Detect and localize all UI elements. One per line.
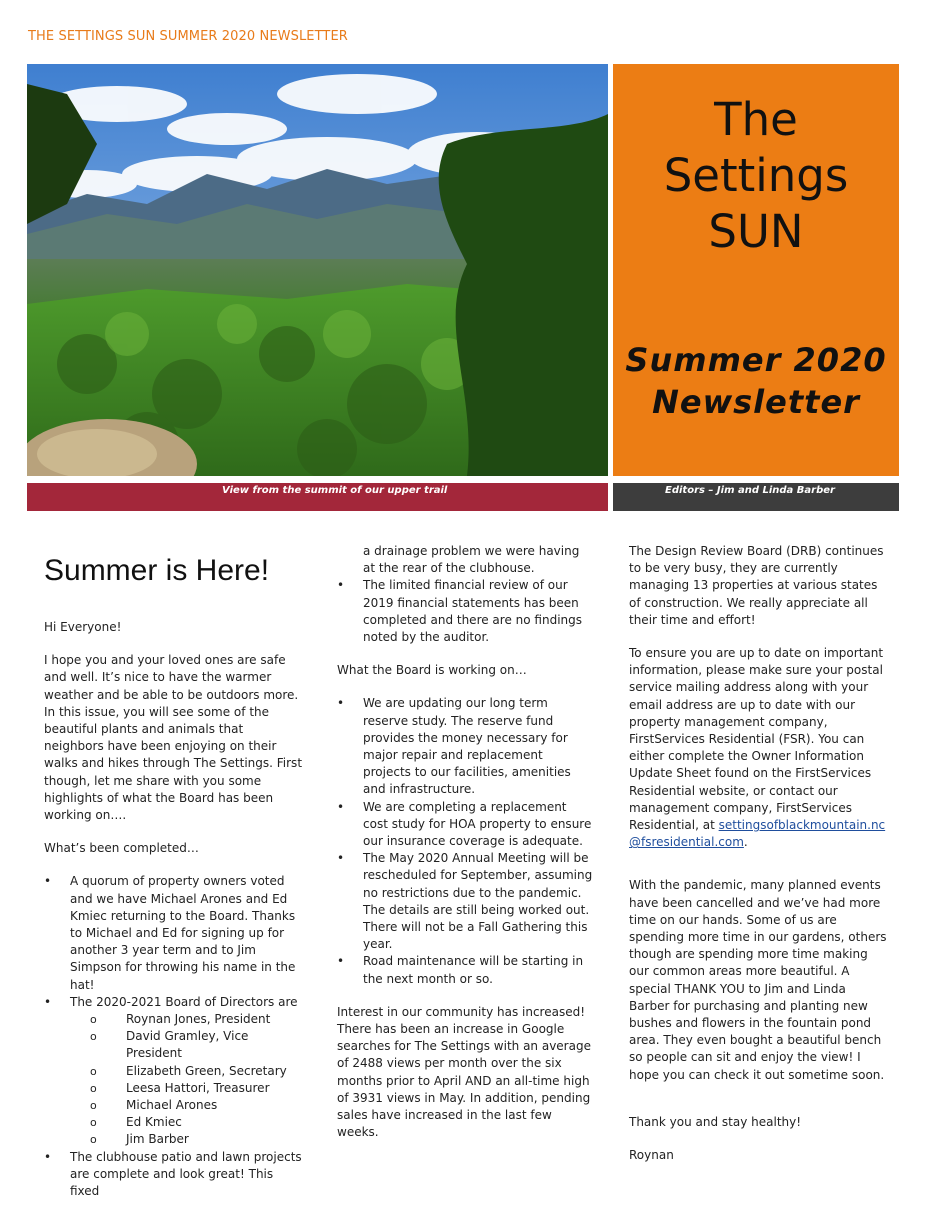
board-member: o Michael Arones [70, 1097, 306, 1114]
list-item [337, 850, 593, 953]
completed-list [44, 873, 306, 1200]
list-item-text: We are updating our long term reserve study. The reserve fund provides the money necessary for major repair and replacement projects to our facilities, amenities and infrastructure. [363, 696, 571, 797]
list-item [337, 577, 593, 646]
interest-paragraph: Interest in our community has increased! There has been an increase in Google searches for The Settings with an average of 2488 views per month over the six months prior to April AND an all-time high of 3931 views in May. In addition, pending sales have increased in the last few weeks. [337, 1004, 591, 1140]
title-line: Settings [663, 149, 849, 202]
mountain-photo [27, 64, 608, 476]
list-item-text: The 2020-2021 Board of Directors are [70, 994, 298, 1009]
masthead-title [613, 92, 899, 260]
list-item-text: The clubhouse patio and lawn projects are complete and look great! This fixed [70, 1149, 302, 1199]
board-member: o David Gramley, Vice President [70, 1028, 306, 1062]
closing-text: Thank you and stay healthy! [629, 1114, 802, 1129]
review-list [337, 577, 593, 646]
running-header: THE SETTINGS SUN SUMMER 2020 NEWSLETTER [28, 29, 348, 44]
title-line: SUN [708, 205, 804, 258]
list-item [337, 799, 593, 851]
subtitle-line: Newsletter [652, 383, 860, 421]
section-heading: Summer is Here! [44, 554, 270, 587]
email-trail: . [743, 835, 748, 850]
list-item [44, 994, 306, 1149]
list-item-text: We are completing a replacement cost study for HOA property to ensure our insurance coverage is adequate. [363, 799, 592, 849]
title-line: The [714, 93, 798, 146]
editors-caption: Editors – Jim and Linda Barber [613, 483, 899, 511]
list-item-text: The May 2020 Annual Meeting will be rescheduled for September, assuming no restrictions due to the pandemic. The details are still being worked out. There will not be a Fall Gathering this year. [363, 851, 593, 952]
pandemic-paragraph: With the pandemic, many planned events have been cancelled and we’ve had more time on our hands. Some of us are spending more time in our gardens, others though are spending more time making our common areas more beautiful. A special THANK YOU to Jim and Linda Barber for purchasing and planting new bushes and flowers in the fountain pond area. They even bought a beautiful bench so people can sit and enjoy the view! I hope you can check it out sometime soon. [629, 878, 887, 1082]
board-member: o Elizabeth Green, Secretary [70, 1063, 306, 1080]
masthead-title-box [613, 64, 899, 476]
working-list [337, 695, 593, 987]
masthead-subtitle [613, 339, 899, 423]
drb-paragraph: The Design Review Board (DRB) continues to be very busy, they are currently managing 13 properties at various states of construction. We really appreciate all their time and effort! [629, 544, 884, 627]
list-item [44, 1149, 306, 1201]
board-member: o Ed Kmiec [70, 1114, 306, 1131]
column-1 [44, 543, 306, 1216]
board-member: o Roynan Jones, President [70, 1011, 306, 1028]
list-item-text: Road maintenance will be starting in the next month or so. [363, 954, 584, 986]
board-list [70, 1011, 306, 1149]
continued-text: a drainage problem we were having at the rear of the clubhouse. [363, 544, 580, 576]
list-item-text: The limited financial review of our 2019 financial statements has been completed and there are no findings noted by the auditor. [363, 578, 583, 645]
update-text: To ensure you are up to date on important information, please make sure your postal service mailing address along with your email address are up to date with our property management company, FirstServices Residential (FSR). You can either complete the Owner Information Update Sheet found on the FirstServices Residential website, or contact our management company, FirstServices Residential, at [629, 646, 884, 833]
signature: Roynan [629, 1148, 674, 1163]
completed-label: What’s been completed… [44, 841, 199, 856]
list-item-text: A quorum of property owners voted and we have Michael Arones and Ed Kmiec returning to the Board. Thanks to Michael and Ed for signing up for another 3 year term and to Jim Simpson for throwing his name in the hat! [70, 874, 296, 992]
column-2 [337, 543, 593, 1158]
subtitle-line: Summer 2020 [625, 341, 887, 379]
update-paragraph [629, 645, 887, 851]
board-member: o Jim Barber [70, 1131, 306, 1148]
board-member: o Leesa Hattori, Treasurer [70, 1080, 306, 1097]
list-item [44, 873, 306, 993]
email-link[interactable]: settingsofblackmountain.nc@fsresidential.com [629, 818, 886, 850]
column-3 [629, 543, 887, 1180]
greeting: Hi Everyone! [44, 620, 122, 634]
list-item [337, 953, 593, 987]
photo-caption: View from the summit of our upper trail [27, 483, 608, 511]
intro-paragraph: I hope you and your loved ones are safe and well. It’s nice to have the warmer weather and be able to be outdoors more. In this issue, you will see some of the beautiful plants and animals that neighbors have been enjoying on their walks and hikes through The Settings. First though, let me share with you some highlights of what the Board has been working on…. [44, 653, 303, 823]
working-label: What the Board is working on… [337, 663, 527, 678]
list-item [337, 695, 593, 798]
